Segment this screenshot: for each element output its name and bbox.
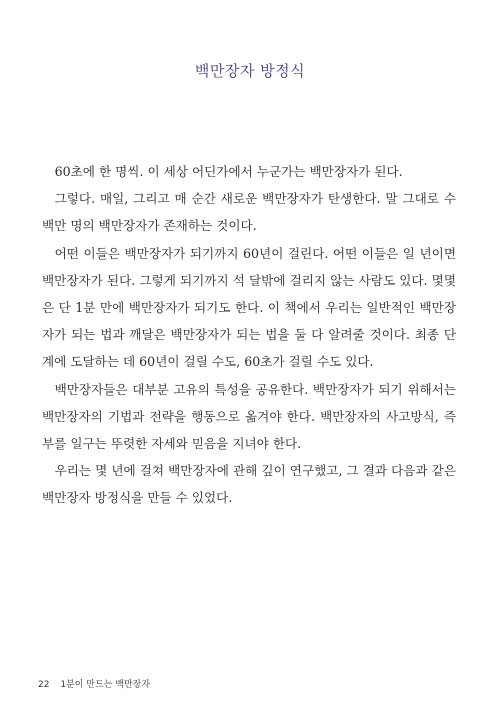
body-text <box>42 158 456 512</box>
page-title: 백만장자 방정식 <box>194 62 306 80</box>
page-footer <box>38 677 150 690</box>
paragraph: 60초에 한 명씩. 이 세상 어딘가에서 누군가는 백만장자가 된다. <box>54 164 403 179</box>
paragraph: 그렇다. 매일, 그리고 매 순간 새로운 백만장자가 탄생한다. 말 그대로 수백만 명의 백만장자가 존재하는 것이다. <box>42 191 456 234</box>
page-number: 22 <box>38 680 50 690</box>
paragraph: 백만장자들은 대부분 고유의 특성을 공유한다. 백만장자가 되기 위해서는 백만장자의 기법과 전략을 행동으로 옮겨야 한다. 백만장자의 사고방식, 즉 부를 일구는 뚜렷한 자세와 믿음을 지녀야 한다. <box>42 381 456 452</box>
paragraph: 어떤 이들은 백만장자가 되기까지 60년이 걸린다. 어떤 이들은 일 년이면 백만장자가 된다. 그렇게 되기까지 석 달밖에 걸리지 않는 사람도 있다. 몇몇은 단 1분 만에 백만장자가 되기도 한다. 이 책에서 우리는 일반적인 백만장자가 되는 법과 깨달은 백만장자가 되는 법을 둘 다 알려줄 것이다. 최종 단계에 도달하는 데 60년이 걸릴 수도, 60초가 걸릴 수도 있다. <box>42 245 456 370</box>
running-title: 1분이 만드는 백만장자 <box>60 680 151 690</box>
paragraph: 우리는 몇 년에 걸쳐 백만장자에 관해 깊이 연구했고, 그 결과 다음과 같은 백만장자 방정식을 만들 수 있었다. <box>42 463 456 506</box>
